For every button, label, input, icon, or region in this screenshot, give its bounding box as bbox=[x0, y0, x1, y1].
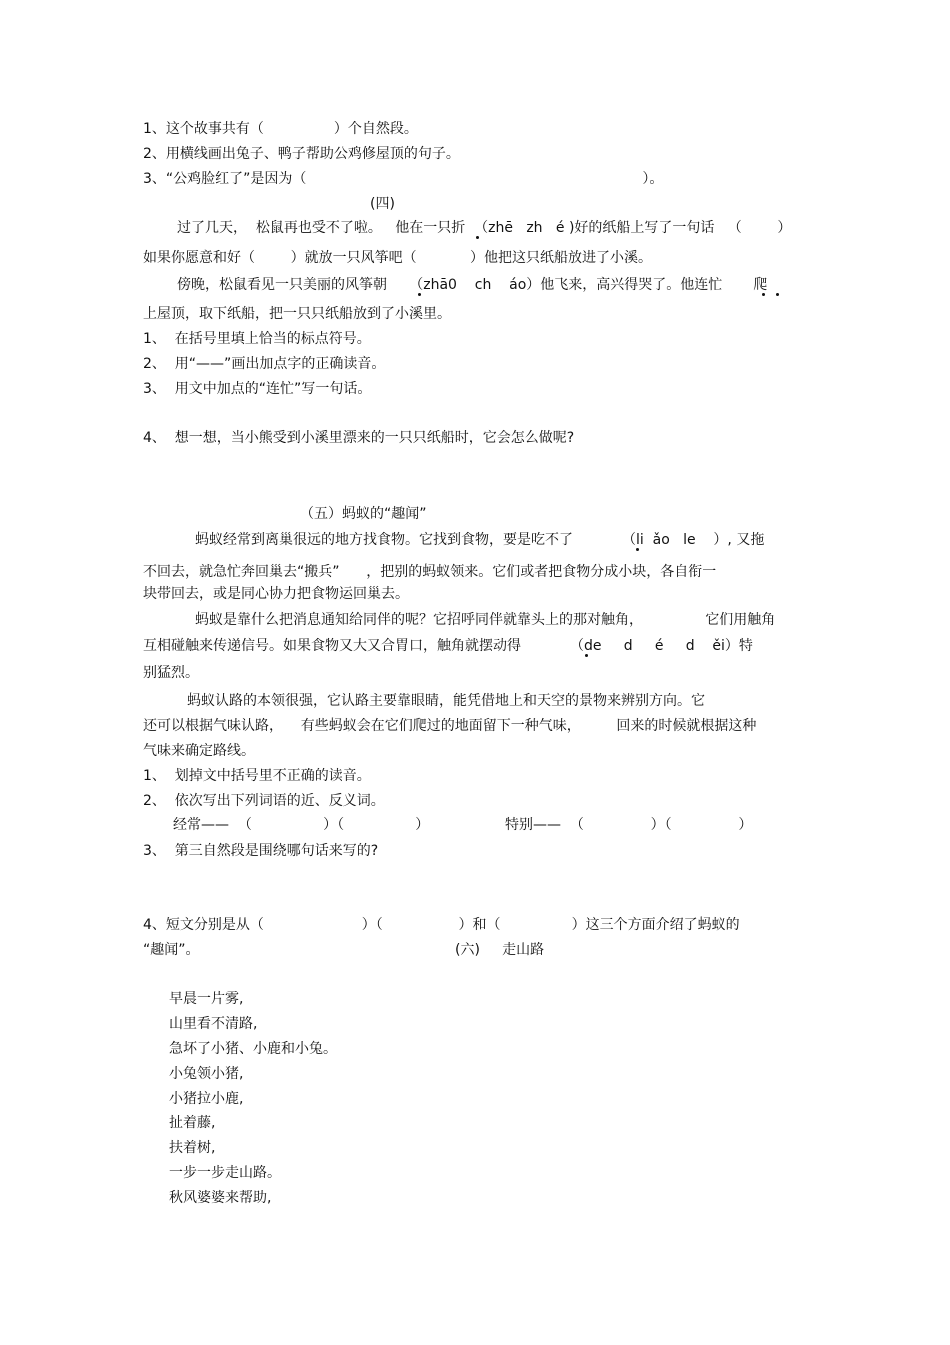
synonym-antonym-line: 经常—— （ ）（ ） 特别—— （ ）（ ） bbox=[173, 817, 753, 833]
poem-line: 早晨一片雾, bbox=[169, 991, 244, 1007]
question-1: 1、这个故事共有（ ）个自然段。 bbox=[143, 121, 418, 137]
poem-line: 山里看不清路, bbox=[169, 1016, 258, 1032]
paragraph-line: 还可以根据气味认路， 有些蚂蚁会在它们爬过的地面留下一种气味， 回来的时候就根据这种 bbox=[143, 718, 757, 734]
paragraph-line: 蚂蚁经常到离巢很远的地方找食物。它找到食物，要是吃不了 （li ǎo le ）, 又拖 bbox=[195, 532, 765, 548]
paragraph-line: 蚂蚁是靠什么把消息通知给同伴的呢？它招呼同伴就靠头上的那对触角， 它们用触角 bbox=[195, 612, 776, 628]
question-3: 3、 用文中加点的“连忙”写一句话。 bbox=[143, 381, 372, 397]
poem-line: 急坏了小猪、小鹿和小兔。 bbox=[169, 1041, 337, 1057]
paragraph-line: 块带回去，或是同心协力把食物运回巢去。 bbox=[143, 586, 409, 602]
poem-line: 秋风婆婆来帮助, bbox=[169, 1190, 272, 1206]
paragraph-line: 互相碰触来传递信号。如果食物又大又合胃口，触角就摆动得 （de d é d ěi）特 bbox=[143, 638, 753, 654]
paragraph-line: 上屋顶，取下纸船，把一只只纸船放到了小溪里。 bbox=[143, 306, 451, 322]
paragraph-line: 如果你愿意和好（ ）就放一只风筝吧（ ）他把这只纸船放进了小溪。 bbox=[143, 250, 653, 266]
section-5-heading: （五）蚂蚁的“趣闻” bbox=[300, 506, 427, 522]
poem-line: 小兔领小猪, bbox=[169, 1066, 244, 1082]
emphasis-dot bbox=[762, 293, 765, 296]
emphasis-dot bbox=[636, 548, 639, 551]
question-4-continued: “趣闻”。 bbox=[143, 942, 200, 958]
question-2: 2、用横线画出兔子、鸭子帮助公鸡修屋顶的句子。 bbox=[143, 146, 460, 162]
paragraph-line: 傍晚，松鼠看见一只美丽的风筝朝 （zhā0 ch áo）他飞来，高兴得哭了。他连忙 爬 bbox=[177, 277, 768, 293]
section-4-heading: (四) bbox=[370, 196, 395, 212]
emphasis-dot bbox=[585, 654, 588, 657]
paragraph-line: 别猛烈。 bbox=[143, 665, 199, 681]
poem-line: 一步一步走山路。 bbox=[169, 1165, 281, 1181]
emphasis-dot bbox=[476, 236, 479, 239]
paragraph-line: 蚂蚁认路的本领很强，它认路主要靠眼睛，能凭借地上和天空的景物来辨别方向。它 bbox=[187, 693, 705, 709]
poem-line: 扶着树, bbox=[169, 1140, 216, 1156]
poem-line: 扯着藤, bbox=[169, 1115, 216, 1131]
section-6-heading: (六) 走山路 bbox=[455, 942, 545, 958]
question-4: 4、短文分别是从（ ）（ ）和（ ）这三个方面介绍了蚂蚁的 bbox=[143, 917, 740, 933]
question-3: 3、 第三自然段是围绕哪句话来写的? bbox=[143, 843, 379, 859]
paragraph-line: 气味来确定路线。 bbox=[143, 743, 255, 759]
question-1: 1、 在括号里填上恰当的标点符号。 bbox=[143, 331, 371, 347]
poem-line: 小猪拉小鹿, bbox=[169, 1091, 244, 1107]
question-2: 2、 依次写出下列词语的近、反义词。 bbox=[143, 793, 385, 809]
question-2: 2、 用“——”画出加点字的正确读音。 bbox=[143, 356, 386, 372]
question-3: 3、“公鸡脸红了”是因为（ ）。 bbox=[143, 171, 664, 187]
question-4: 4、 想一想，当小熊受到小溪里漂来的一只只纸船时，它会怎么做呢? bbox=[143, 430, 575, 446]
emphasis-dot bbox=[776, 293, 779, 296]
paragraph-line: 不回去，就急忙奔回巢去“搬兵” ，把别的蚂蚁领来。它们或者把食物分成小块，各自衔一 bbox=[143, 564, 717, 580]
paragraph-line: 过了几天， 松鼠再也受不了啦。 他在一只折 （zhē zh é )好的纸船上写了一句话 （ ） bbox=[177, 220, 792, 236]
emphasis-dot bbox=[418, 293, 421, 296]
question-1: 1、 划掉文中括号里不正确的读音。 bbox=[143, 768, 371, 784]
